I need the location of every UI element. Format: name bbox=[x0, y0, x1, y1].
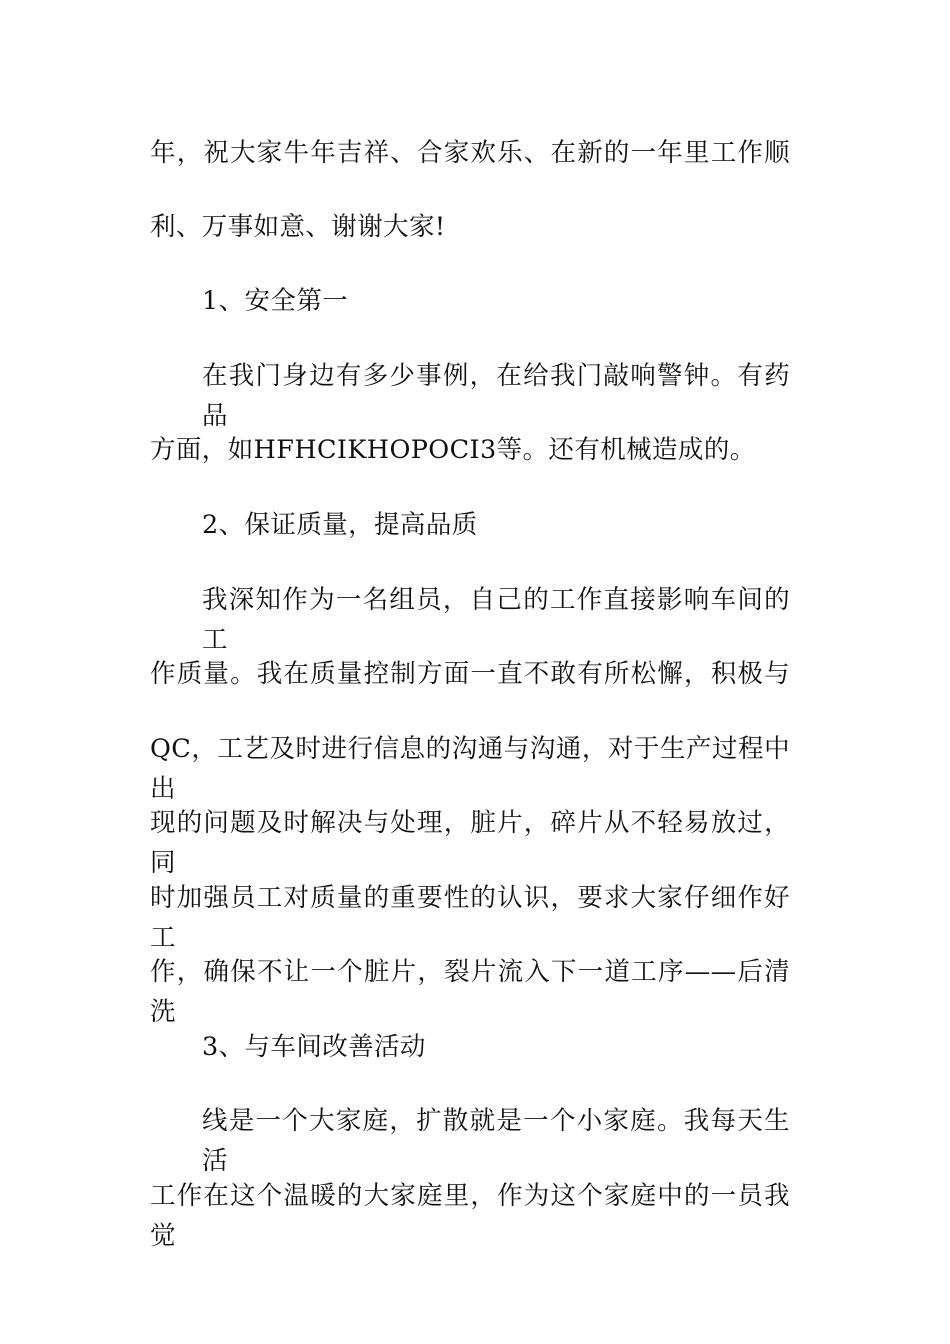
paragraph-line: 作质量。我在质量控制方面一直不敢有所松懈，积极与 bbox=[150, 659, 790, 689]
section-heading: 1、安全第一 bbox=[202, 286, 349, 316]
paragraph-line: 年，祝大家牛年吉祥、合家欢乐、在新的一年里工作顺 bbox=[150, 138, 790, 168]
paragraph-line: QC，工艺及时进行信息的沟通与沟通，对于生产过程中出 bbox=[150, 734, 790, 804]
paragraph-line: 时加强员工对质量的重要性的认识，要求大家仔细作好工 bbox=[150, 883, 790, 953]
section-heading: 3、与车间改善活动 bbox=[202, 1032, 426, 1062]
paragraph-line: 在我门身边有多少事例，在给我门敲响警钟。有药品 bbox=[202, 361, 790, 431]
paragraph-line: 利、万事如意、谢谢大家! bbox=[150, 212, 446, 242]
paragraph-line: 线是一个大家庭，扩散就是一个小家庭。我每天生活 bbox=[202, 1106, 790, 1176]
paragraph-line: 工作在这个温暖的大家庭里，作为这个家庭中的一员我觉 bbox=[150, 1181, 790, 1251]
section-heading: 2、保证质量，提高品质 bbox=[202, 510, 478, 540]
paragraph-line: 现的问题及时解决与处理，脏片，碎片从不轻易放过，同 bbox=[150, 808, 790, 878]
paragraph-line: 我深知作为一名组员，自己的工作直接影响车间的工 bbox=[202, 585, 790, 655]
paragraph-line: 作，确保不让一个脏片，裂片流入下一道工序——后清洗 bbox=[150, 957, 790, 1027]
paragraph-line: 方面，如HFHCIKHOPOCI3等。还有机械造成的。 bbox=[150, 435, 756, 465]
